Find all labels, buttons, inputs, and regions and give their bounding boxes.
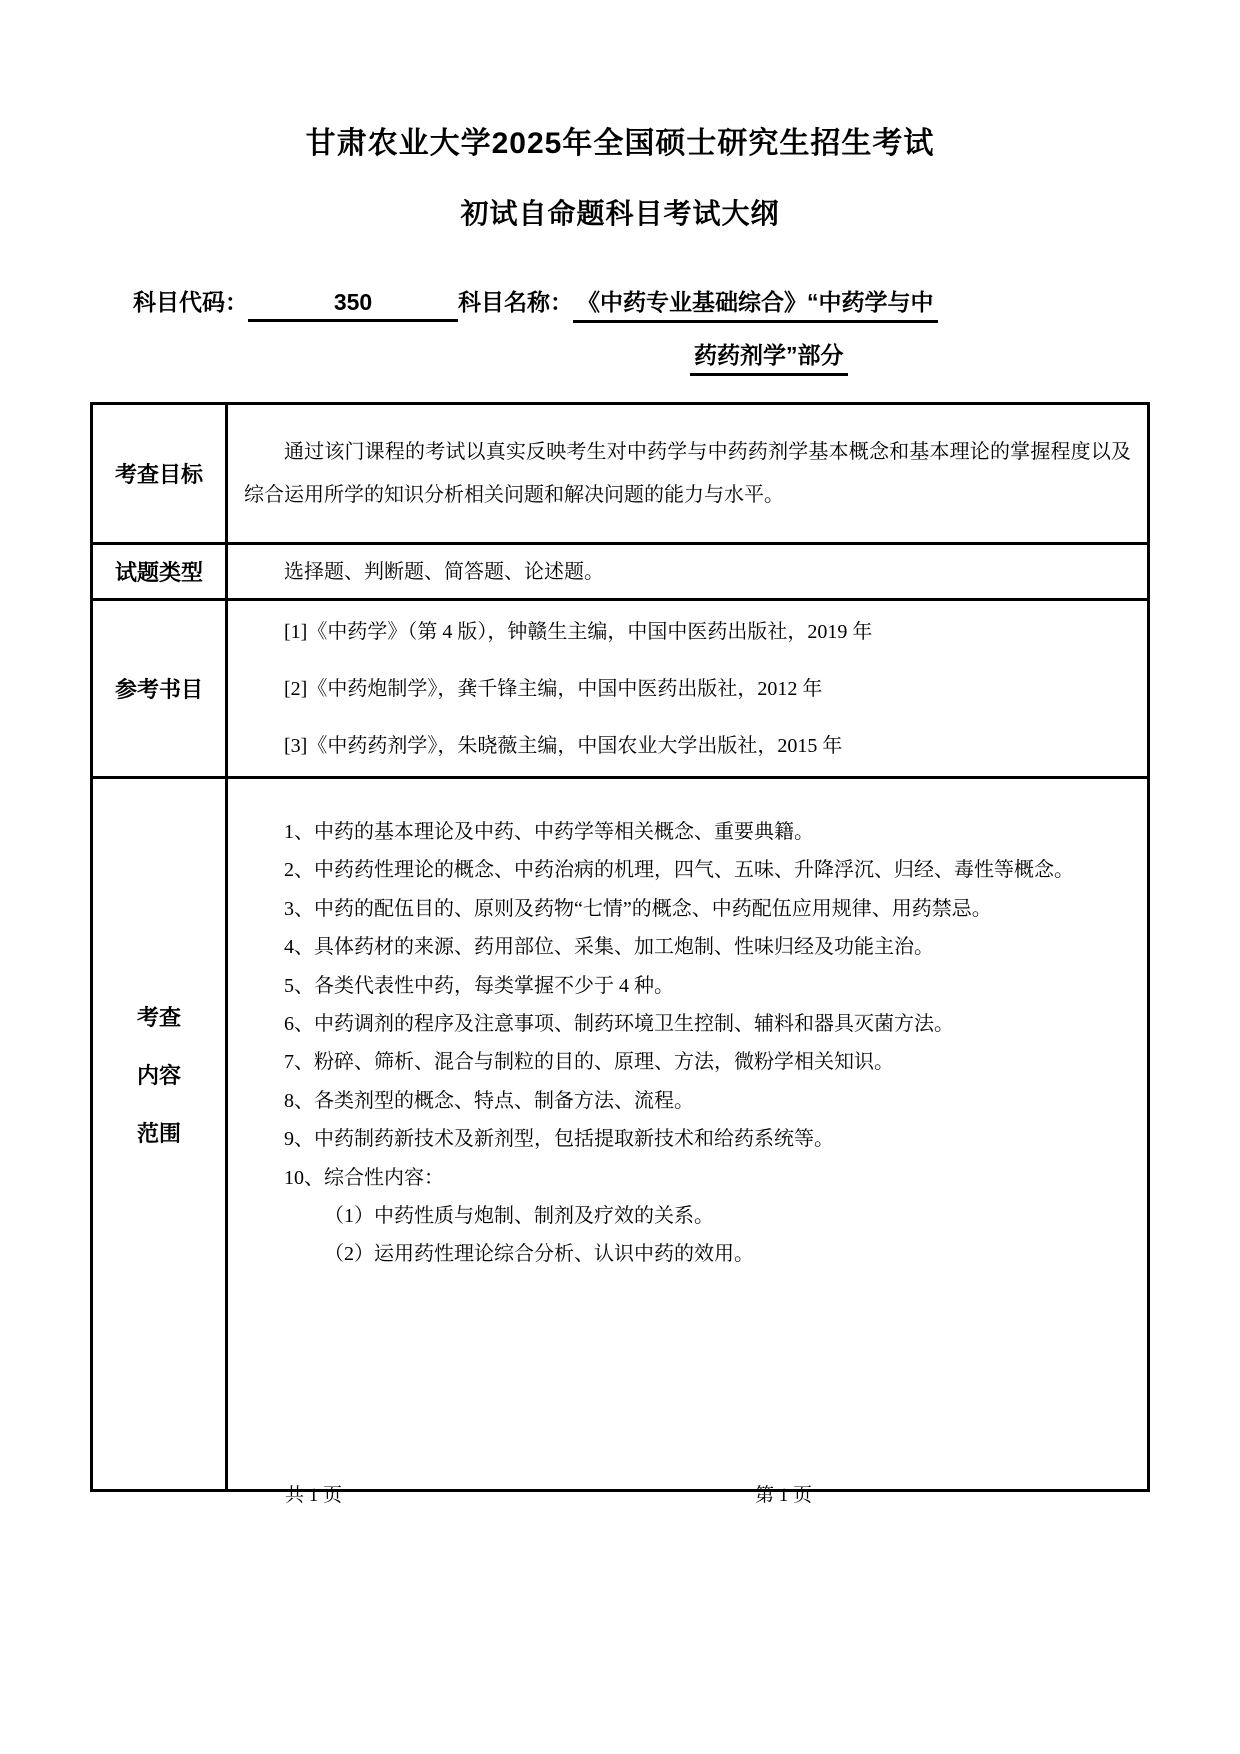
row-label-question-types: 试题类型: [92, 544, 227, 600]
reference-book-item: [1]《中药学》（第 4 版），钟赣生主编，中国中医药出版社，2019 年: [284, 620, 873, 643]
subject-code-value: 350: [248, 289, 458, 322]
scope-item: 10、综合性内容：: [284, 1166, 444, 1189]
scope-item: 6、中药调剂的程序及注意事项、制药环境卫生控制、辅料和器具灭菌方法。: [284, 1012, 954, 1035]
scope-item: 1、中药的基本理论及中药、中药学等相关概念、重要典籍。: [284, 821, 814, 843]
question-types-cell: [227, 544, 1149, 600]
subject-name-value-line2: 药药剂学”部分: [690, 337, 848, 376]
footer-page-number: 第 1 页: [755, 1485, 813, 1506]
subject-code-label: 科目代码：: [133, 289, 248, 315]
exam-objective-cell: [227, 404, 1149, 544]
subject-name-label: 科目名称：: [458, 289, 573, 315]
row-label-reference-books: 参考书目: [92, 600, 227, 778]
scope-item: 9、中药制药新技术及新剂型，包括提取新技术和给药系统等。: [284, 1128, 834, 1151]
scope-item: 2、中药药性理论的概念、中药治病的机理，四气、五味、升降浮沉、归经、毒性等概念。: [284, 859, 1074, 882]
subject-name-wrap-line: [690, 337, 1240, 376]
document-title: 甘肃农业大学2025年全国硕士研究生招生考试: [305, 127, 935, 160]
syllabus-table: [90, 402, 1150, 1492]
reference-books-cell: [227, 600, 1149, 778]
subject-name-value-line1: 《中药专业基础综合》“中药学与中: [573, 284, 938, 323]
row-label-exam-scope: [92, 778, 227, 1491]
scope-label-line: 范围: [136, 1120, 181, 1146]
scope-sub-item: （2）运用药性理论综合分析、认识中药的效用。: [324, 1243, 754, 1266]
scope-label-line: 考查: [136, 1004, 181, 1030]
table-row-question-types: [92, 544, 1149, 600]
scope-item: 8、各类剂型的概念、特点、制备方法、流程。: [284, 1089, 694, 1112]
footer-total-pages: 共 1 页: [285, 1485, 343, 1506]
reference-book-item: [3]《中药药剂学》，朱晓薇主编，中国农业大学出版社，2015 年: [284, 734, 843, 757]
scope-item: 3、中药的配伍目的、原则及药物“七情”的概念、中药配伍应用规律、用药禁忌。: [284, 897, 992, 920]
scope-item: 5、各类代表性中药，每类掌握不少于 4 种。: [284, 974, 674, 997]
table-row-exam-objective: [92, 404, 1149, 544]
reference-book-item: [2]《中药炮制学》，龚千锋主编，中国中医药出版社，2012 年: [284, 677, 823, 700]
document-subtitle: 初试自命题科目考试大纲: [460, 198, 780, 229]
table-row-exam-scope: [92, 778, 1149, 1491]
exam-objective-text: 通过该门课程的考试以真实反映考生对中药学与中药药剂学基本概念和基本理论的掌握程度以及综合运用所学的知识分析相关问题和解决问题的能力与水平。: [244, 440, 1131, 506]
row-label-exam-objective: 考查目标: [92, 404, 227, 544]
scope-label-line: 内容: [136, 1062, 181, 1088]
scope-item: 4、具体药材的来源、药用部位、采集、加工炮制、性味归经及功能主治。: [284, 936, 934, 959]
scope-sub-item: （1）中药性质与炮制、制剂及疗效的关系。: [324, 1204, 714, 1227]
exam-scope-cell: [227, 778, 1149, 1491]
question-types-text: 选择题、判断题、简答题、论述题。: [284, 560, 604, 583]
subject-meta-line: [133, 284, 1240, 323]
scope-item: 7、粉碎、筛析、混合与制粒的目的、原理、方法，微粉学相关知识。: [284, 1051, 894, 1074]
table-row-reference-books: [92, 600, 1149, 778]
